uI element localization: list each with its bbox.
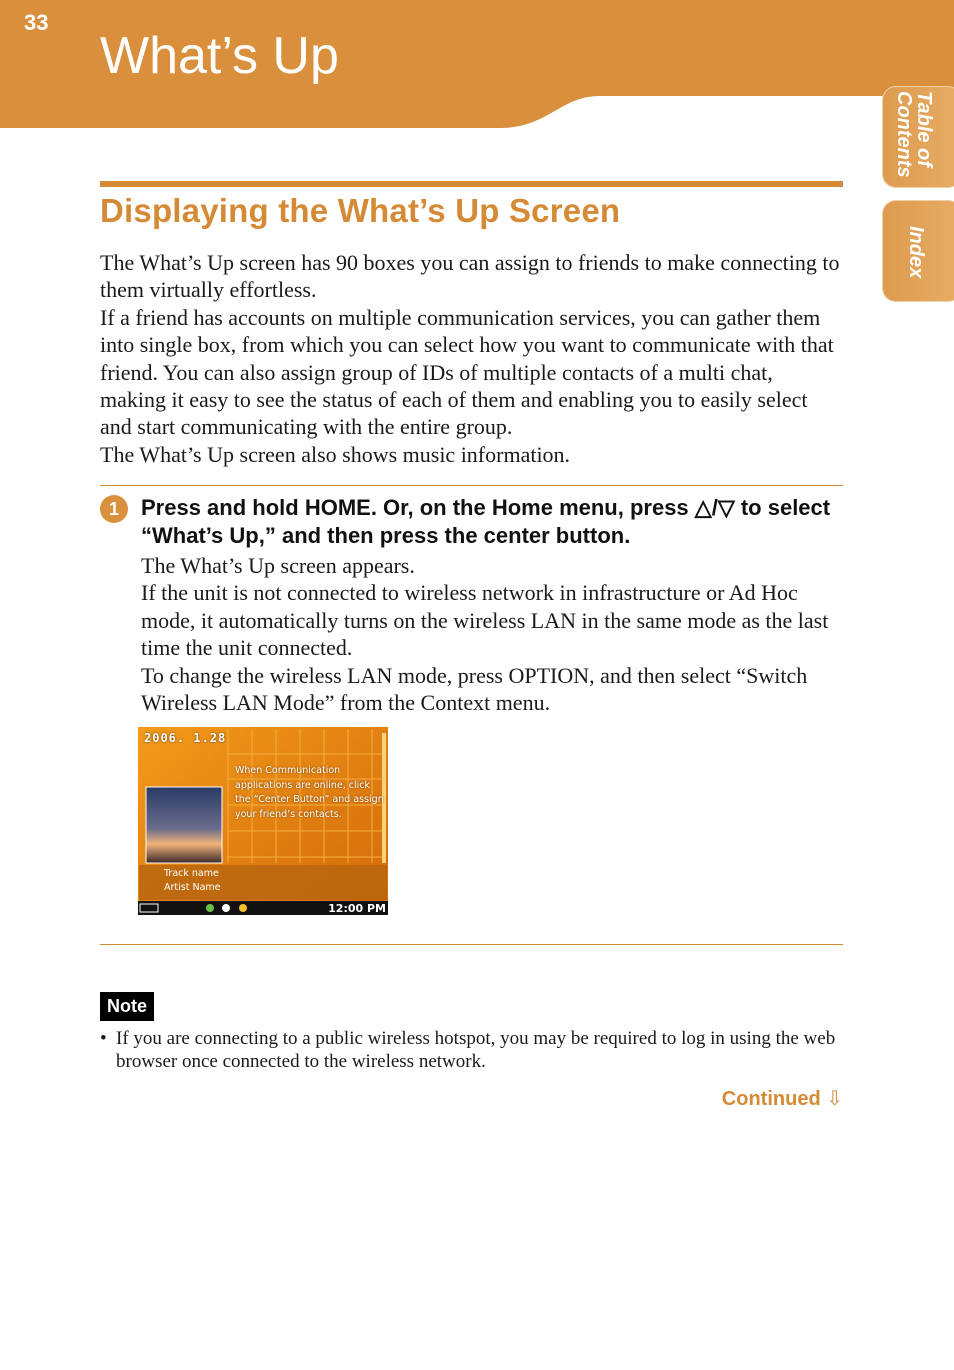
screenshot-message: When Communication applications are online, click the “Center Button” and assign your friend’s contacts. [235,765,384,820]
section-title: Displaying the What’s Up Screen [100,192,621,229]
index-tab[interactable] [882,200,954,302]
step-paragraph: The What’s Up screen appears. [141,553,415,578]
step-paragraph: To change the wireless LAN mode, press OPTION, and then select “Switch Wireless LAN Mode” from the Context menu. [141,662,808,716]
step-heading: Press and hold HOME. Or, on the Home menu, press △/▽ to select “What’s Up,” and then press the center button. [141,495,831,548]
intro-paragraph: The What’s Up screen has 90 boxes you can assign to friends to make connecting to them virtually effortless. [100,250,840,303]
section-rule [100,181,843,187]
step-number-badge: 1 [100,495,128,523]
page-number: 33 [24,10,49,35]
note-bullet: • [100,1028,107,1049]
screenshot-track-name: Track name [164,868,219,879]
note-text: If you are connecting to a public wireless hotspot, you may be required to log in using the web browser once connected to the wireless network. [116,1028,836,1072]
continued-link[interactable] [722,1086,843,1111]
intro-paragraph: The What’s Up screen also shows music information. [100,441,571,467]
note-label: Note [100,992,154,1021]
intro-text [100,249,840,468]
step-rule-top [100,485,843,486]
intro-paragraph: If a friend has accounts on multiple communication services, you can gather them into single box, from which you can select how you want to communicate with that friend. You can also assign group of IDs of multiple contacts of a multi chat, making it easy to see the status of each of them and enabling you to easily select and start communicating with the entire group. [100,304,834,440]
table-of-contents-tab-label: Table of Contents [893,91,935,178]
table-of-contents-tab[interactable] [882,86,954,188]
down-arrow-icon: ⇩ [826,1088,843,1110]
step-body [141,552,851,716]
screenshot-clock: 12:00 PM [328,902,386,915]
screenshot-date: 2006. 1.28 [144,731,227,745]
whats-up-screenshot [138,727,388,915]
page-title: What’s Up [100,27,339,85]
step-rule-bottom [100,944,843,945]
index-tab-label: Index [905,226,927,279]
continued-label: Continued [721,1088,821,1110]
screenshot-artist-name: Artist Name [164,882,221,893]
step-paragraph: If the unit is not connected to wireless network in infrastructure or Ad Hoc mode, it automatically turns on the wireless LAN in the same mode as the last time the unit connected. [141,580,829,661]
